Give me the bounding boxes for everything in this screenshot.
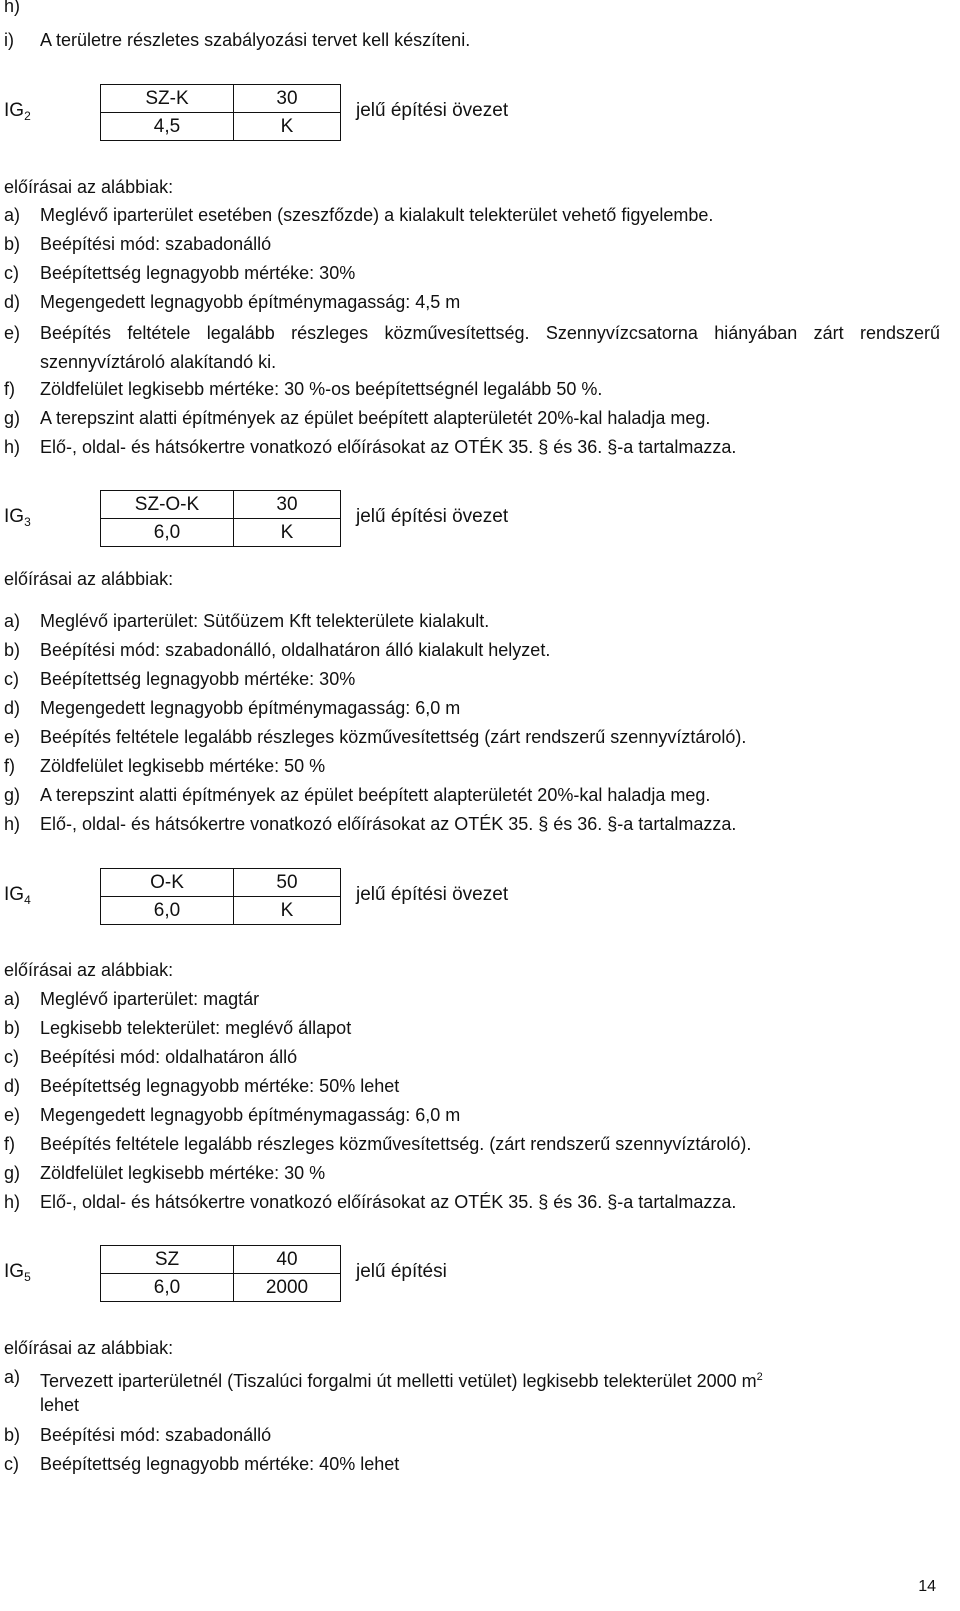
item-text: Zöldfelület legkisebb mértéke: 50 % — [40, 756, 326, 776]
zone-tail-text: jelű építési övezet — [356, 506, 509, 527]
item-label: b) — [4, 1425, 21, 1445]
list-item — [4, 232, 940, 256]
item-label: h) — [4, 437, 21, 457]
item-text: A területre részletes szabályozási tervet kell készíteni. — [40, 30, 471, 50]
table-cell: 6,0 — [101, 897, 234, 925]
item-text: Beépítettség legnagyobb mértéke: 40% lehet — [40, 1454, 400, 1474]
list-item — [4, 1045, 940, 1069]
item-label: e) — [4, 323, 21, 343]
item-label: d) — [4, 698, 21, 718]
item-label: e) — [4, 1105, 21, 1125]
list-item — [4, 1365, 940, 1417]
item-text: A terepszint alatti építmények az épület beépített alapterületét 20%-kal haladja meg. — [40, 785, 711, 805]
item-text: Beépítés feltétele legalább részleges közművesítettség (zárt rendszerű szennyvíztároló). — [40, 727, 747, 747]
list-item — [4, 406, 940, 430]
item-text: Beépítés feltétele legalább részleges közművesítettség. (zárt rendszerű szennyvíztároló). — [40, 1134, 752, 1154]
table-cell: 50 — [234, 869, 341, 897]
item-label: f) — [4, 756, 15, 776]
list-item — [4, 725, 940, 749]
item-text: Beépítési mód: szabadonálló, oldalhatáron álló kialakult helyzet. — [40, 640, 551, 660]
list-item — [4, 28, 940, 52]
list-item — [4, 812, 940, 836]
item-text: Megengedett legnagyobb építménymagasság: 4,5 m — [40, 292, 461, 312]
item-text: Meglévő iparterület: Sütőüzem Kft telekterülete kialakult. — [40, 611, 490, 631]
list-item — [4, 609, 940, 633]
list-item — [4, 1190, 940, 1214]
item-text: Beépítettség legnagyobb mértéke: 30% — [40, 263, 356, 283]
item-label: h) — [4, 814, 21, 834]
table-cell: SZ — [101, 1246, 234, 1274]
item-text: Meglévő iparterület esetében (szeszfőzde) a kialakult telekterület vehető figyelembe. — [40, 205, 714, 225]
zone-table — [100, 84, 341, 141]
zone-intro: előírásai az alábbiak: — [4, 1338, 174, 1358]
item-text: Beépítési mód: szabadonálló — [40, 1425, 272, 1445]
list-item — [4, 435, 940, 459]
list-item — [4, 754, 940, 778]
zone-header-ig2 — [0, 82, 960, 152]
item-label: f) — [4, 379, 15, 399]
item-text: Tervezett iparterületnél (Tiszalúci forgalmi út melletti vetület) legkisebb telekterület 2000 $m^2$ lehet — [40, 1371, 763, 1415]
list-item — [4, 1016, 940, 1040]
table-cell: 30 — [234, 85, 341, 113]
item-label: h) — [4, 1192, 21, 1212]
item-label: g) — [4, 1163, 21, 1183]
item-label: c) — [4, 669, 19, 689]
zone-code: $IG_4$ — [4, 884, 31, 907]
zone-header-ig5 — [0, 1243, 960, 1313]
zone-header-ig4 — [0, 866, 960, 936]
list-item — [4, 696, 940, 720]
list-item — [4, 1423, 940, 1447]
zone-code: $IG_2$ — [4, 100, 31, 123]
list-item — [4, 377, 940, 401]
table-cell: 30 — [234, 491, 341, 519]
item-label: a) — [4, 989, 21, 1009]
zone-table — [100, 868, 341, 925]
zone-code: $IG_3$ — [4, 506, 31, 529]
table-cell: 2000 — [234, 1274, 341, 1302]
item-text: Beépítési mód: szabadonálló — [40, 234, 272, 254]
list-item — [4, 1132, 940, 1156]
table-cell: K — [234, 519, 341, 547]
item-label: c) — [4, 1454, 19, 1474]
top-h-label: h) — [4, 0, 21, 16]
item-label: a) — [4, 205, 21, 225]
item-text: Beépítési mód: oldalhatáron álló — [40, 1047, 298, 1067]
item-text: Beépítés feltétele legalább részleges közművesítettség. Szennyvízcsatorna hiányában zárt rendszerű szennyvíztároló alakítandó ki. — [40, 323, 940, 372]
list-item — [4, 261, 940, 285]
table-cell: 40 — [234, 1246, 341, 1274]
list-item — [4, 1103, 940, 1127]
table-cell: SZ-K — [101, 85, 234, 113]
zone-tail-text: jelű építési övezet — [356, 100, 509, 121]
zone-tail-text: jelű építési övezet — [356, 884, 509, 905]
item-label: c) — [4, 1047, 19, 1067]
list-item — [4, 987, 940, 1011]
table-cell: 6,0 — [101, 1274, 234, 1302]
zone-intro: előírásai az alábbiak: — [4, 177, 174, 197]
item-label: a) — [4, 1367, 21, 1387]
table-cell: 6,0 — [101, 519, 234, 547]
list-item — [4, 638, 940, 662]
table-cell: K — [234, 897, 341, 925]
item-label: i) — [4, 30, 14, 50]
zone-intro: előírásai az alábbiak: — [4, 569, 174, 589]
item-text: Beépítettség legnagyobb mértéke: 30% — [40, 669, 356, 689]
item-label: b) — [4, 640, 21, 660]
item-text: Meglévő iparterület: magtár — [40, 989, 260, 1009]
page-number: 14 — [918, 1578, 936, 1595]
table-cell: O-K — [101, 869, 234, 897]
item-text: Elő-, oldal- és hátsókertre vonatkozó előírásokat az OTÉK 35. § és 36. §-a tartalmazza. — [40, 437, 737, 457]
item-label: d) — [4, 292, 21, 312]
table-cell: K — [234, 113, 341, 141]
item-label: a) — [4, 611, 21, 631]
item-text: Megengedett legnagyobb építménymagasság: 6,0 m — [40, 698, 461, 718]
list-item — [4, 1074, 940, 1098]
item-label: g) — [4, 785, 21, 805]
list-item — [4, 783, 940, 807]
list-item — [4, 203, 940, 227]
item-text: Megengedett legnagyobb építménymagasság: 6,0 m — [40, 1105, 461, 1125]
item-label: f) — [4, 1134, 15, 1154]
item-text: A terepszint alatti építmények az épület beépített alapterületét 20%-kal haladja meg. — [40, 408, 711, 428]
zone-code: $IG_5$ — [4, 1261, 31, 1284]
table-cell: SZ-O-K — [101, 491, 234, 519]
item-label: c) — [4, 263, 19, 283]
item-label: d) — [4, 1076, 21, 1096]
item-text: Beépítettség legnagyobb mértéke: 50% lehet — [40, 1076, 400, 1096]
zone-table — [100, 1245, 341, 1302]
list-item — [4, 1161, 940, 1185]
item-text: Zöldfelület legkisebb mértéke: 30 % — [40, 1163, 326, 1183]
list-item — [4, 319, 940, 377]
item-text: Elő-, oldal- és hátsókertre vonatkozó előírásokat az OTÉK 35. § és 36. §-a tartalmazza. — [40, 1192, 737, 1212]
item-text: Elő-, oldal- és hátsókertre vonatkozó előírásokat az OTÉK 35. § és 36. §-a tartalmazza. — [40, 814, 737, 834]
list-item — [4, 667, 940, 691]
list-item — [4, 290, 940, 314]
item-label: b) — [4, 1018, 21, 1038]
item-label: e) — [4, 727, 21, 747]
list-item — [4, 1452, 940, 1476]
zone-table — [100, 490, 341, 547]
item-label: b) — [4, 234, 21, 254]
zone-tail-text: jelű építési — [356, 1261, 447, 1282]
item-text: Zöldfelület legkisebb mértéke: 30 %-os beépítettségnél legalább 50 %. — [40, 379, 603, 399]
table-cell: 4,5 — [101, 113, 234, 141]
item-text: Legkisebb telekterület: meglévő állapot — [40, 1018, 352, 1038]
zone-header-ig3 — [0, 488, 960, 558]
item-label: g) — [4, 408, 21, 428]
zone-intro: előírásai az alábbiak: — [4, 960, 174, 980]
